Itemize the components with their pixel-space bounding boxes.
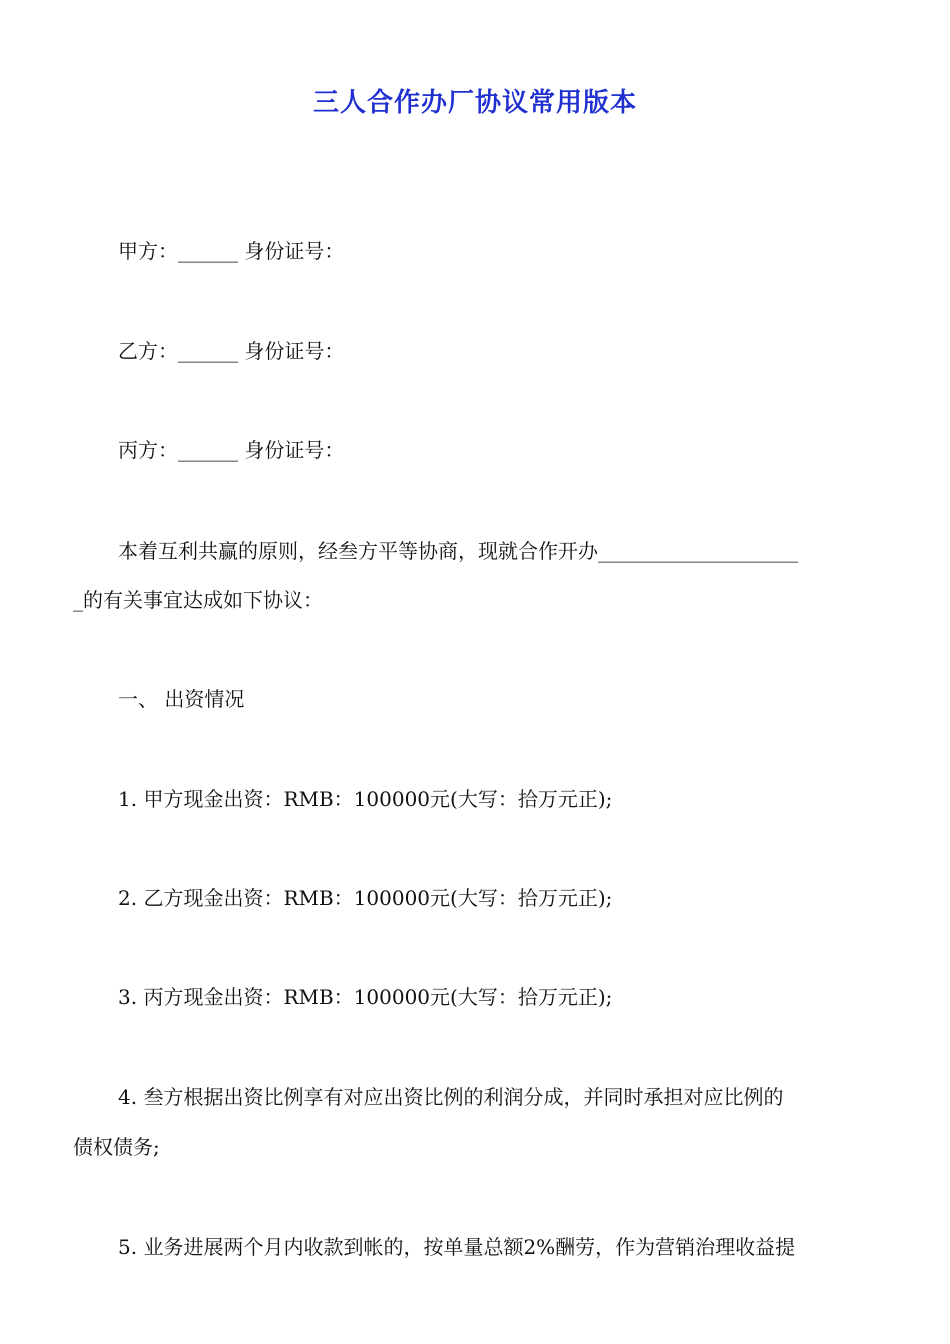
preamble-line-2: _的有关事宜达成如下协议：: [73, 588, 323, 612]
clause-5-line-1: 5. 业务进展两个月内收款到帐的，按单量总额2%酬劳，作为营销治理收益提: [118, 1235, 796, 1259]
clause-4-line-1: 4. 叁方根据出资比例享有对应出资比例的利润分成，并同时承担对应比例的: [118, 1085, 784, 1109]
section-heading-investment: 一、 出资情况: [118, 687, 245, 711]
clause-3: 3. 丙方现金出资：RMB：100000元(大写：拾万元正);: [118, 985, 613, 1009]
party-c-line: 丙方：______ 身份证号：: [118, 438, 345, 462]
clause-4-line-2: 债权债务;: [73, 1135, 160, 1159]
clause-2: 2. 乙方现金出资：RMB：100000元(大写：拾万元正);: [118, 886, 613, 910]
party-a-line: 甲方：______ 身份证号：: [118, 239, 345, 263]
party-b-line: 乙方：______ 身份证号：: [118, 339, 345, 363]
document-title: 三人合作办厂协议常用版本: [312, 88, 637, 118]
preamble-line-1: 本着互利共赢的原则，经叁方平等协商，现就合作开办____________________: [118, 539, 798, 563]
clause-1: 1. 甲方现金出资：RMB：100000元(大写：拾万元正);: [118, 787, 613, 811]
